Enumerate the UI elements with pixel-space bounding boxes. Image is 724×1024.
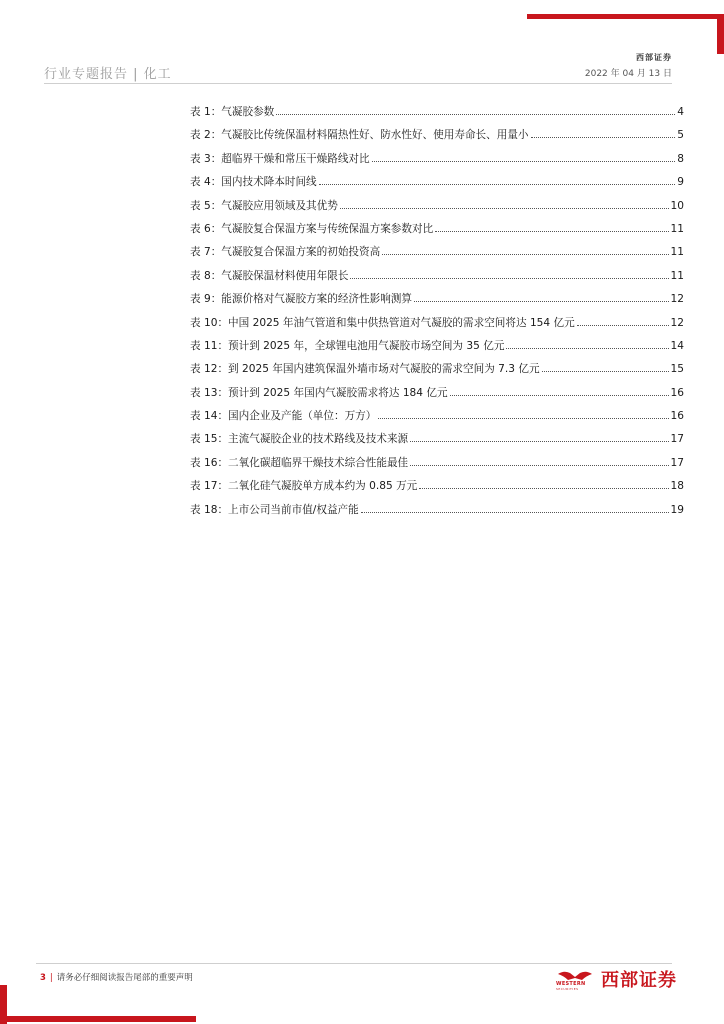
company-logo [556, 966, 686, 992]
report-category: 行业专题报告 | 化工 [44, 67, 172, 82]
toc-entry-title: 表 10：中国 2025 年油气管道和集中供热管道对气凝胶的需求空间将达 154 亿元 [190, 316, 575, 329]
toc-entry-title: 表 5：气凝胶应用领域及其优势 [190, 199, 338, 212]
toc-entry-page: 17 [670, 433, 684, 446]
toc-dot-leader [340, 208, 669, 209]
toc-dot-leader [506, 348, 668, 349]
toc-entry-page: 18 [670, 480, 684, 493]
toc-entry[interactable] [190, 408, 684, 431]
toc-entry[interactable] [190, 174, 684, 197]
toc-entry-title: 表 9：能源价格对气凝胶方案的经济性影响测算 [190, 293, 412, 306]
footer-separator: | [49, 973, 53, 983]
toc-entry-page: 17 [670, 456, 684, 469]
report-date: 2022 年 04 月 13 日 [584, 69, 672, 79]
toc-entry-page: 11 [670, 222, 684, 235]
toc-entry-title: 表 17：二氧化硅气凝胶单方成本约为 0.85 万元 [190, 480, 418, 493]
toc-entry-title: 表 1：气凝胶参数 [190, 106, 275, 118]
toc-entry[interactable] [190, 127, 684, 150]
toc-dot-leader [410, 441, 668, 442]
toc-entry[interactable] [190, 315, 684, 338]
toc-dot-leader [350, 278, 668, 279]
table-of-contents [190, 104, 684, 525]
toc-entry-page: 14 [670, 339, 684, 352]
corner-accent-bottom-left-horizontal [0, 1016, 196, 1022]
toc-entry-page: 16 [670, 386, 684, 399]
toc-entry-page: 4 [677, 106, 684, 118]
toc-entry-page: 11 [670, 246, 684, 259]
toc-entry-page: 12 [670, 293, 684, 306]
toc-entry[interactable] [190, 361, 684, 384]
corner-accent-top-right-horizontal [527, 14, 724, 19]
toc-dot-leader [410, 465, 668, 466]
toc-dot-leader [276, 114, 675, 115]
toc-entry-title: 表 13：预计到 2025 年国内气凝胶需求将达 184 亿元 [190, 386, 448, 399]
toc-entry-title: 表 12：到 2025 年国内建筑保温外墙市场对气凝胶的需求空间为 7.3 亿元 [190, 363, 540, 376]
toc-entry-title: 表 16：二氧化碳超临界干燥技术综合性能最佳 [190, 456, 409, 469]
toc-entry[interactable] [190, 455, 684, 478]
logo-english-text: WESTERN [556, 981, 586, 987]
toc-entry-title: 表 3：超临界干燥和常压干燥路线对比 [190, 152, 370, 165]
toc-entry-title: 表 7：气凝胶复合保温方案的初始投资高 [190, 246, 381, 259]
toc-entry-title: 表 6：气凝胶复合保温方案与传统保温方案参数对比 [190, 222, 434, 235]
logo-chinese-text: 西部证券 [601, 970, 677, 991]
toc-entry-page: 8 [677, 152, 684, 165]
footer-note [40, 971, 193, 983]
toc-entry-title: 表 18：上市公司当前市值/权益产能 [190, 503, 359, 516]
toc-entry-page: 19 [670, 503, 684, 516]
toc-entry[interactable] [190, 104, 684, 127]
toc-dot-leader [361, 512, 669, 513]
header-divider [44, 83, 672, 84]
toc-entry[interactable] [190, 268, 684, 291]
toc-entry-page: 9 [677, 176, 684, 189]
toc-entry[interactable] [190, 502, 684, 525]
toc-entry[interactable] [190, 385, 684, 408]
toc-entry-title: 表 11：预计到 2025 年，全球锂电池用气凝胶市场空间为 35 亿元 [190, 339, 505, 352]
toc-entry[interactable] [190, 198, 684, 221]
toc-dot-leader [382, 254, 668, 255]
toc-entry[interactable] [190, 431, 684, 454]
toc-entry[interactable] [190, 478, 684, 501]
toc-entry-page: 16 [670, 410, 684, 423]
toc-dot-leader [577, 325, 669, 326]
toc-dot-leader [542, 371, 669, 372]
toc-dot-leader [319, 184, 676, 185]
toc-entry-page: 11 [670, 269, 684, 282]
toc-entry[interactable] [190, 151, 684, 174]
toc-dot-leader [450, 395, 669, 396]
page-number: 3 [40, 973, 46, 983]
toc-dot-leader [435, 231, 668, 232]
toc-entry-page: 10 [670, 199, 684, 212]
toc-entry-title: 表 15：主流气凝胶企业的技术路线及技术来源 [190, 433, 409, 446]
toc-dot-leader [378, 418, 668, 419]
toc-entry[interactable] [190, 291, 684, 314]
corner-accent-top-right-vertical [717, 14, 724, 54]
toc-entry[interactable] [190, 221, 684, 244]
toc-entry-title: 表 14：国内企业及产能（单位：万方） [190, 410, 377, 423]
toc-dot-leader [419, 488, 668, 489]
toc-entry-page: 12 [670, 316, 684, 329]
logo-subtitle-text: SECURITIES [556, 987, 579, 991]
toc-dot-leader [414, 301, 669, 302]
toc-dot-leader [372, 161, 676, 162]
toc-entry-title: 表 8：气凝胶保温材料使用年限长 [190, 269, 349, 282]
toc-entry[interactable] [190, 244, 684, 267]
footer-divider [36, 963, 672, 964]
toc-entry[interactable] [190, 338, 684, 361]
toc-entry-page: 15 [670, 363, 684, 376]
toc-entry-title: 表 4：国内技术降本时间线 [190, 176, 317, 189]
toc-dot-leader [531, 137, 676, 138]
footer-disclaimer: 请务必仔细阅读报告尾部的重要声明 [56, 973, 193, 983]
toc-entry-page: 5 [677, 129, 684, 142]
header-brand: 西部证券 [636, 53, 672, 62]
toc-entry-title: 表 2：气凝胶比传统保温材料隔热性好、防水性好、使用寿命长、用量小 [190, 129, 529, 142]
